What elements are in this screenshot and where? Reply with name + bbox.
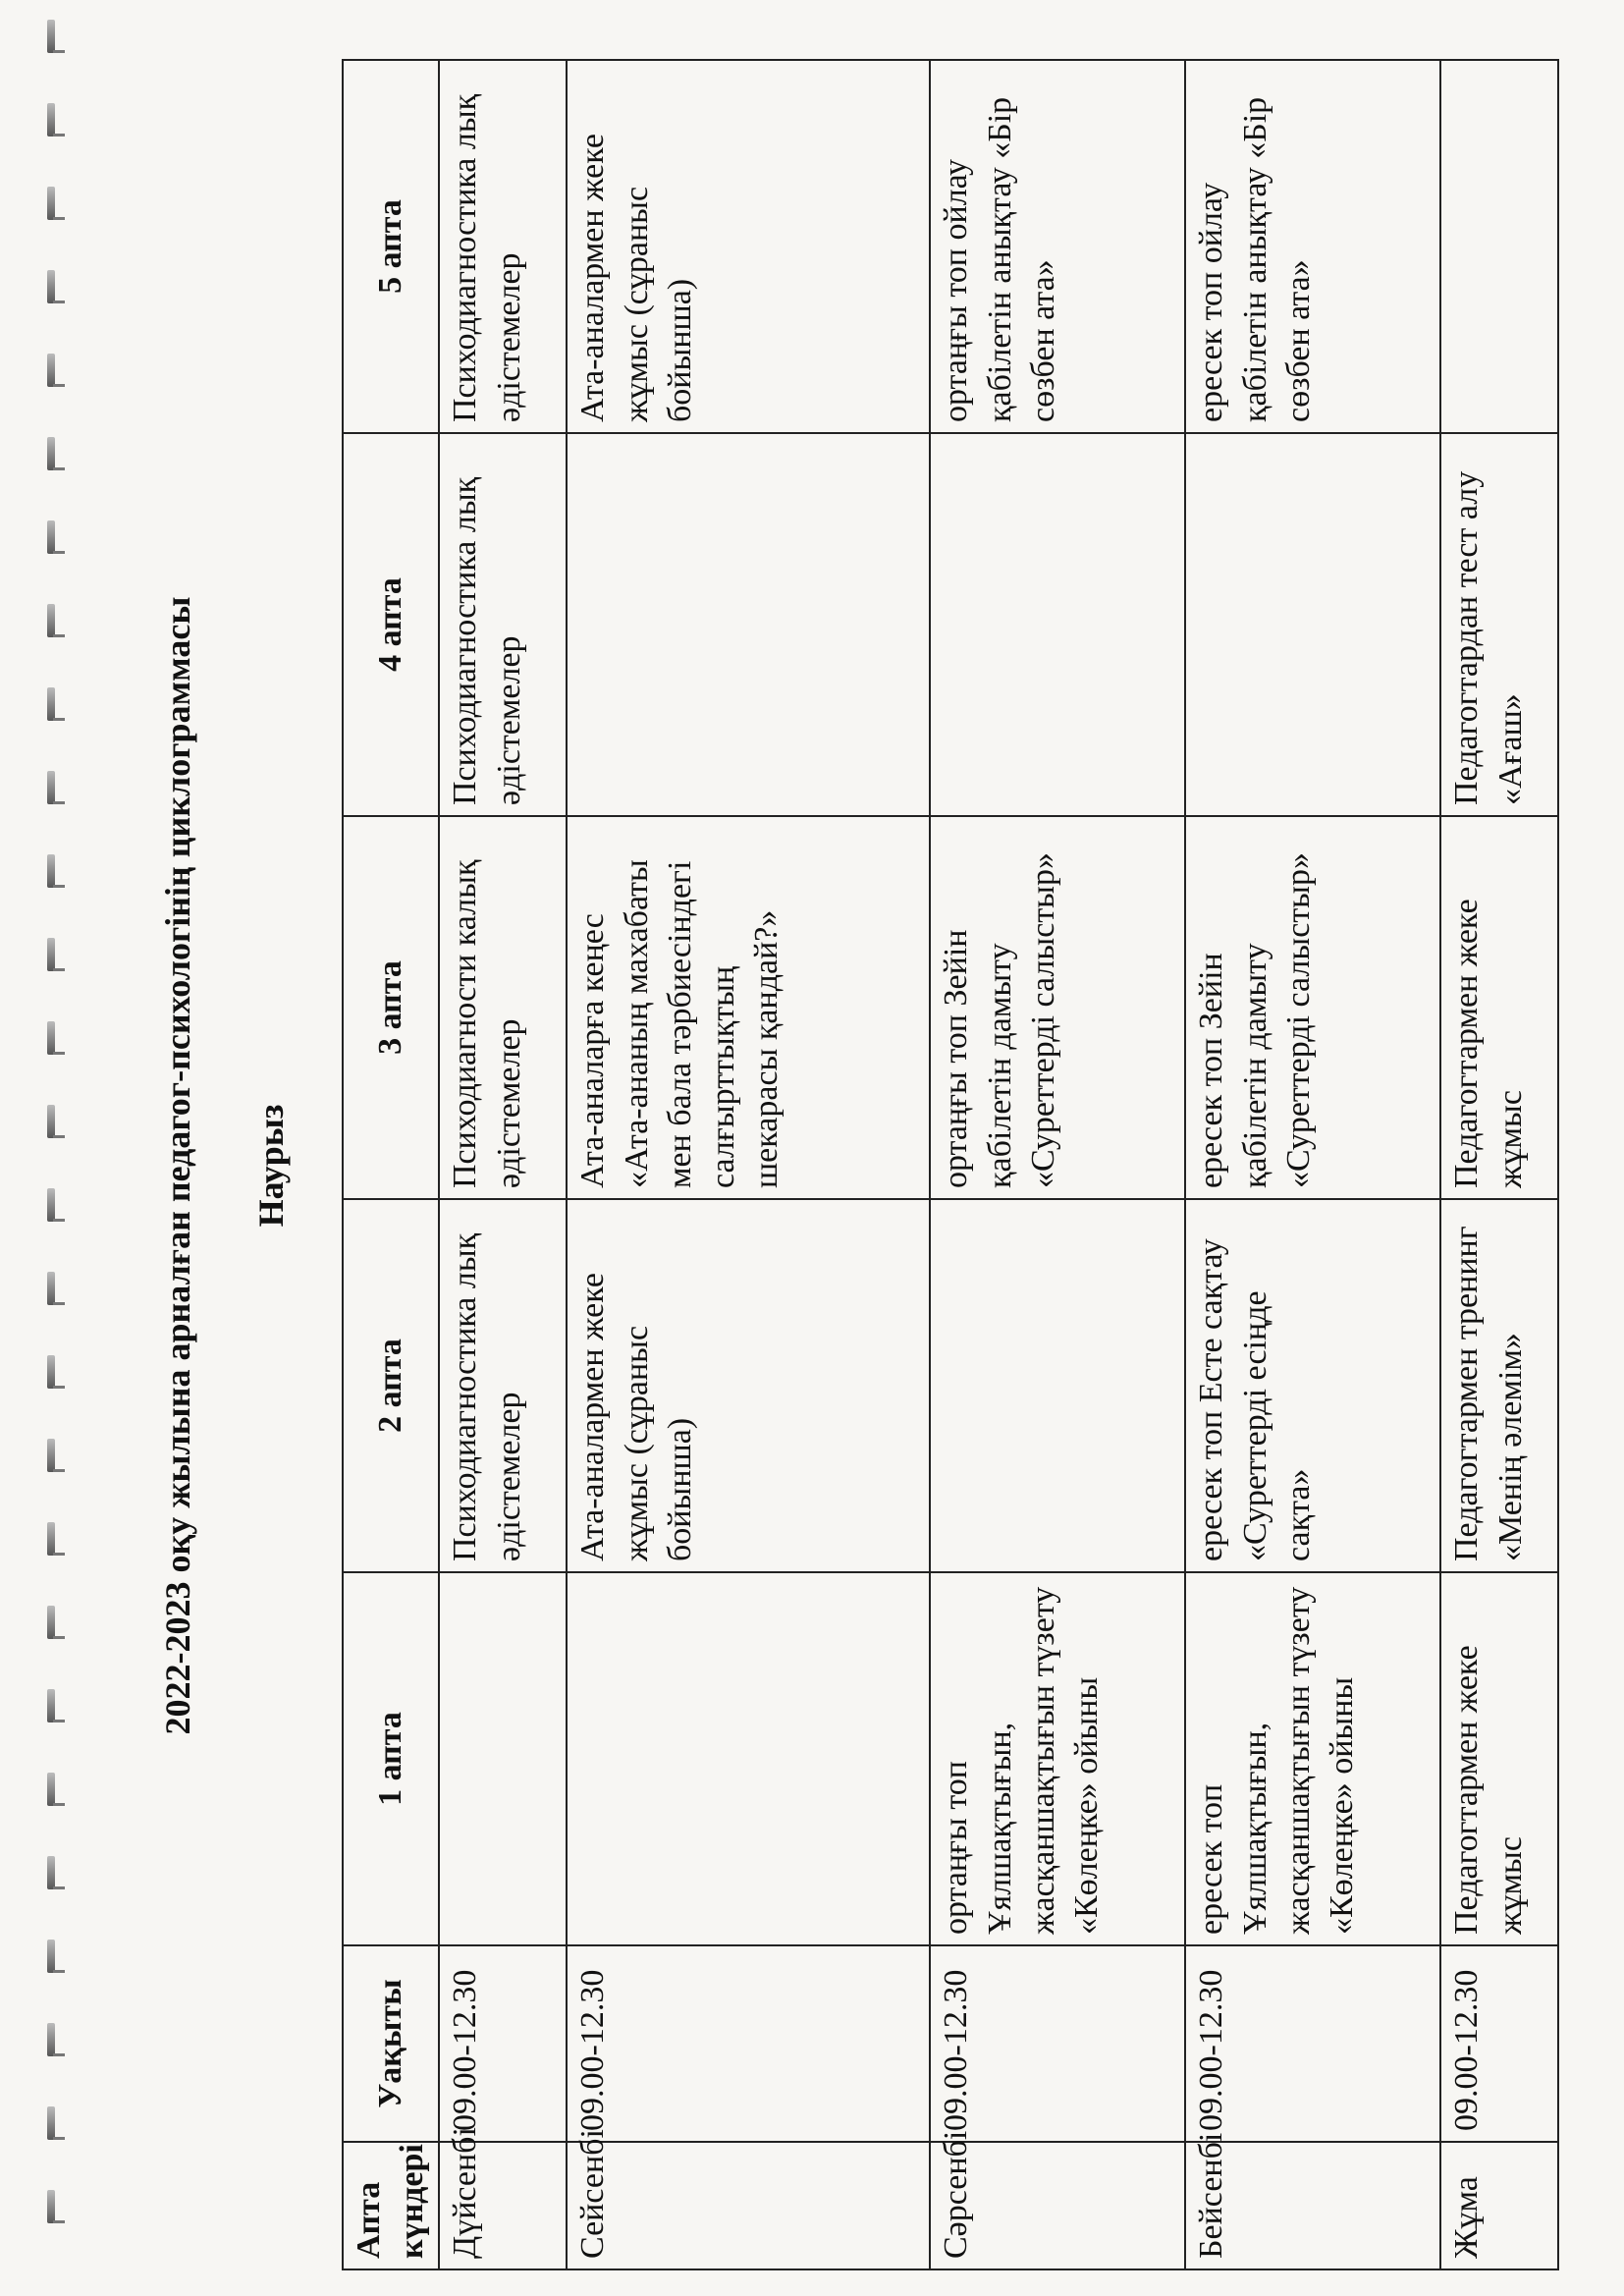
cell-week-4: Психодиагностика лық әдістемелер <box>439 433 567 816</box>
cell-week-5: Психодиагностика лық әдістемелер <box>439 60 567 433</box>
cell-week-4 <box>567 433 930 816</box>
table-row <box>1185 60 1440 2269</box>
cell-weekday: Сәрсенбі <box>930 2142 1185 2269</box>
cell-week-1: Педагогтармен жеке жұмыс <box>1440 1572 1558 1945</box>
cell-week-4 <box>1185 433 1440 816</box>
cell-weekday: Бейсенбі <box>1185 2142 1440 2269</box>
header-week-3: 3 апта <box>343 816 439 1199</box>
cell-time: 09.00-12.30 <box>439 1945 567 2142</box>
cell-week-5: ересек топ ойлау қабілетін анықтау «Бір сөзбен ата» <box>1185 60 1440 433</box>
header-weekday: Апта күндері <box>343 2142 439 2269</box>
cell-week-1: ересек топ Ұялшақтығын, жасқаншақтығын түзету «Көлеңке» ойыны <box>1185 1572 1440 1945</box>
document-month: Наурыз <box>251 1104 291 1228</box>
table-row <box>1440 60 1558 2269</box>
header-week-2: 2 апта <box>343 1199 439 1572</box>
document-title: 2022-2023 оқу жылына арналған педагог-психологінің циклограммасы <box>158 596 197 1735</box>
table-row <box>930 60 1185 2269</box>
cell-week-2: Педагогтармен тренинг «Менің әлемім» <box>1440 1199 1558 1572</box>
cell-week-5: Ата-аналармен жеке жұмыс (сұраныс бойынша) <box>567 60 930 433</box>
cell-week-4 <box>930 433 1185 816</box>
cyclogram-table <box>342 59 1559 2270</box>
cell-time: 09.00-12.30 <box>567 1945 930 2142</box>
header-week-5: 5 апта <box>343 60 439 433</box>
cell-week-2: Психодиагностика лық әдістемелер <box>439 1199 567 1572</box>
cell-week-2 <box>930 1199 1185 1572</box>
cell-week-1: ортаңғы топ Ұялшақтығын, жасқаншақтығын түзету «Көлеңке» ойыны <box>930 1572 1185 1945</box>
cell-week-3: Ата-аналарға кеңес «Ата-ананың махабаты мен бала тәрбиесіндегі салғырттықтың шекарасы қандай?» <box>567 816 930 1199</box>
header-week-4: 4 апта <box>343 433 439 816</box>
table-row <box>439 60 567 2269</box>
header-time: Уақыты <box>343 1945 439 2142</box>
cell-week-3: Педагогтармен жеке жұмыс <box>1440 816 1558 1199</box>
cell-week-3: ересек топ Зейін қабілетін дамыту «Суреттерді салыстыр» <box>1185 816 1440 1199</box>
cell-weekday: Сейсенбі <box>567 2142 930 2269</box>
cell-week-5: ортаңғы топ ойлау қабілетін анықтау «Бір сөзбен ата» <box>930 60 1185 433</box>
cell-weekday: Жұма <box>1440 2142 1558 2269</box>
rotated-document-sheet <box>157 61 1542 2270</box>
cell-week-4: Педагогтардан тест алу «Ағаш» <box>1440 433 1558 816</box>
cell-time: 09.00-12.30 <box>930 1945 1185 2142</box>
table-header-row <box>343 60 439 2269</box>
cell-time: 09.00-12.30 <box>1185 1945 1440 2142</box>
cell-week-3: Психодиагности калық әдістемелер <box>439 816 567 1199</box>
table-row <box>567 60 930 2269</box>
cell-week-5 <box>1440 60 1558 433</box>
cell-time: 09.00-12.30 <box>1440 1945 1558 2142</box>
cell-week-3: ортаңғы топ Зейін қабілетін дамыту «Суреттерді салыстыр» <box>930 816 1185 1199</box>
header-week-1: 1 апта <box>343 1572 439 1945</box>
cell-week-1 <box>439 1572 567 1945</box>
spiral-binding <box>0 0 88 2296</box>
cell-week-2: ересек топ Есте сақтау «Суреттерді есіңде сақта» <box>1185 1199 1440 1572</box>
cell-week-2: Ата-аналармен жеке жұмыс (сұраныс бойынша) <box>567 1199 930 1572</box>
cell-weekday: Дүйсенбі <box>439 2142 567 2269</box>
cell-week-1 <box>567 1572 930 1945</box>
